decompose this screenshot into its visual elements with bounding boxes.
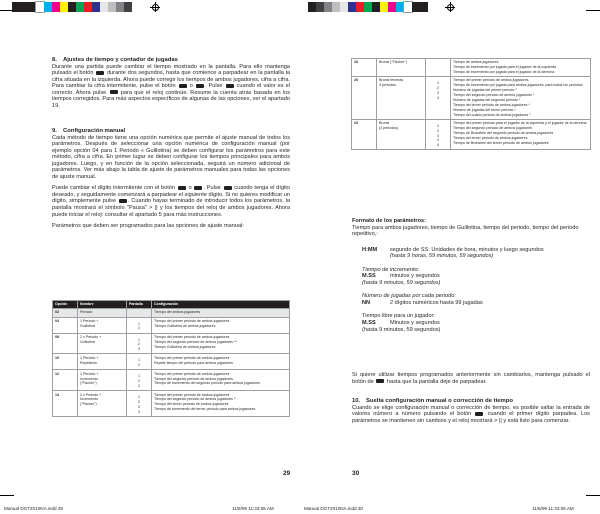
format-subtitle: Tiempo libre para un jugador: (362, 313, 435, 320)
color-swatch (372, 2, 380, 12)
name-cell (78, 309, 127, 317)
cell-line: ("Fischer") (80, 402, 97, 407)
cell-line: 1 (138, 321, 140, 326)
cell-line: Tiempo del primer periodo para el jugador de la izquierda y el jugador de la derecha (453, 120, 587, 125)
color-swatch (420, 2, 428, 12)
paragraph: Cada método de tiempo tiene una opción numérica que permite el ajuste manual de todos los parámetros. Después de seleccionar una opción numérica de configuración manual (por ejemplo opción 04 para 1 Periodo « Guillotina) se deben configurar los parámetros para este método, cifra a cifra. En primer lugar se deben configurar los tiempos principales para ambos jugadores. Luego, y en función de la opción seleccionada, seguirá un número adicional de parámetros. Ver más abajo la tabla de ajuste de parámetros manuales para todas las opciones de ajuste manual. (52, 134, 290, 180)
cell-line: Tiempo de incremento por jugada para el jugador de la izquierda (453, 65, 556, 70)
option-cell: 10 (53, 354, 78, 370)
option-cell: 12 (53, 370, 78, 391)
section-number: 9. (52, 128, 57, 134)
clock-button-icon (119, 199, 127, 203)
table-row (53, 309, 290, 317)
play-button-icon (475, 412, 483, 416)
color-swatch (340, 2, 348, 12)
cell-line: 4 periodos (379, 83, 396, 88)
configuration-cell (152, 317, 290, 333)
cell-line: Tiempo del tercer periodo de ambos jugadores * (453, 102, 530, 107)
option-cell: 23 (352, 119, 377, 150)
cell-line: 4 (437, 143, 439, 148)
screen-cell (426, 119, 451, 150)
cell-line: Tiempo de incremento del tercer periodo para ambos jugadores (154, 407, 256, 412)
cell-line: Tiempo de Bronstein del tercer periodo de ambos jugadores (453, 140, 549, 145)
color-swatch (108, 2, 116, 12)
cell-line: Tiempo Guillotina de ambos jugadores (154, 323, 216, 328)
color-swatch (60, 2, 68, 12)
format-desc: segundo de SS: Unidades de hora, minutos y luego segundos (390, 246, 544, 253)
name-cell (78, 354, 127, 370)
table-header-row (53, 301, 290, 309)
color-bar-left (12, 2, 132, 12)
clock-button-icon (96, 71, 104, 75)
cell-line: 1 (138, 395, 140, 400)
clock-button-icon (376, 379, 384, 383)
cell-line: 2 (138, 342, 140, 347)
format-code: M.SS (362, 273, 376, 280)
color-swatch (356, 2, 364, 12)
cell-line: Incremento (80, 397, 98, 402)
color-swatch (332, 2, 340, 12)
cell-line: 3 (437, 90, 439, 95)
parameters-table-continued (351, 58, 591, 150)
color-swatch (92, 2, 100, 12)
name-cell (78, 391, 127, 417)
configuration-cell (152, 333, 290, 354)
cell-line: Bronsi terceras (379, 78, 404, 83)
cell-line: Bronsi (379, 120, 390, 125)
column-header: Opción (53, 301, 78, 309)
cell-line: 2 (138, 384, 140, 389)
format-code: NN (362, 299, 371, 306)
configuration-cell (451, 119, 591, 150)
table-row (53, 333, 290, 354)
configuration-cell (451, 59, 591, 77)
configuration-cell (152, 370, 290, 391)
cell-line: 2 (437, 86, 439, 90)
option-cell: 20 (352, 77, 377, 120)
format-example: (hasta 9 horas, 59 minutos, 59 segundos) (390, 253, 494, 260)
format-subtitle: Número de jugadas por cada periodo: (362, 293, 456, 300)
color-swatch (76, 2, 84, 12)
cell-line: 3 (138, 347, 140, 352)
cell-line: 4 (437, 95, 439, 100)
color-swatch (308, 2, 316, 12)
column-header: Pantalla (127, 301, 152, 309)
cell-line: Tiempo de Bronstein del segundo periodo de ambos jugadores (453, 130, 554, 135)
color-bar-right (308, 2, 428, 12)
cell-line: Guillotina (80, 323, 95, 328)
name-cell (78, 317, 127, 333)
section-body: Durante una partida puede cambiar el tiempo mostrado en la pantalla. Para ello mantenga pulsado el botón durante dos segundos, hasta que comience a parpadear en la pantalla la cifra situada en la izquierda. Ahora puede corregir los tiempos de ambos jugadores, cifra a cifra. Para cambiar la cifra intermitente, pulse el botón o . Pulse cuando el valor es el correcto. Ahora pulse para que el reloj continúe. Resume la cuenta atrás basada en los tiempos corregidos. Para más aspectos específicos de algunas de las opciones, ver el apartado 19. (52, 63, 290, 109)
cell-line: Tiempo del primer periodo de ambos jugadores (154, 355, 230, 360)
color-swatch (404, 2, 412, 12)
page-number: 30 (352, 470, 360, 477)
paragraph: Parámetros que deben ser programados para las opciones de ajuste manual: (52, 223, 244, 230)
file-timestamp: 11/6/09 11:33:05 AM (532, 506, 574, 511)
page-number: 29 (283, 470, 291, 477)
cell-line: Incremento (80, 376, 98, 381)
table-row (352, 119, 591, 150)
color-swatch (124, 2, 132, 12)
cell-line: 2 (138, 363, 140, 368)
formats-intro: Tiempo para ambos jugadores, tiempo de Guillotina, tiempo del periodo, tiempo del periodo repetitivo,: (352, 224, 579, 238)
cell-line: 1 Periodo + (80, 355, 99, 360)
configuration-cell (152, 354, 290, 370)
section-body: Cuando se elige configuración manual o corrección de tiempo, es posible saltar la entrada de valores número a número pulsando el botón cuando el primer dígito parpadea. Los parámetros se mantienen sin cambios y el reloj mostrará > || y está listo para comenzar. (352, 404, 590, 424)
cell-line: Tiempo del segundo periodo de ambos jugadores * (453, 93, 535, 97)
formats-title: Formato de los parámetros: (352, 218, 426, 224)
format-subtitle: Tiempo de incremento: (362, 266, 420, 273)
cell-line: Tiempo de ambos jugadores (453, 60, 499, 65)
right-page (300, 0, 600, 514)
color-swatch (36, 2, 44, 12)
clock-button-icon (224, 186, 232, 190)
cell-line: Tiempo del primer periodo de ambos jugadores (453, 78, 529, 83)
color-swatch (68, 2, 76, 12)
cell-line: 3 (138, 405, 140, 410)
table-row (352, 77, 591, 120)
table-row (53, 317, 290, 333)
file-slug: Manual DGT2010NA.indd 30 (304, 506, 363, 511)
screen-cell (127, 391, 152, 417)
name-cell (377, 119, 426, 150)
cell-line: Tiempo del segundo periodo de ambos jugadores (154, 376, 233, 381)
section-title: Suelta configuración manual o corrección de tiempo (366, 398, 513, 404)
cell-line: 2 (437, 128, 439, 133)
cell-line: 2 x Periodo + (80, 392, 102, 397)
option-cell: 16 (352, 59, 377, 77)
cell-line: 3 (437, 133, 439, 138)
registration-mark-right (445, 2, 455, 12)
trim-mark (586, 495, 600, 496)
format-desc: Minutos y segundos (390, 320, 440, 327)
cell-line: 2 (138, 400, 140, 405)
reuse-times-note: Si quiere utilizar tiempos programados anteriormente sin cambiarlos, mantenga pulsado el botón de hasta que la pantalla deje de parpadear. (352, 372, 590, 385)
format-desc: 2 dígitos numéricos hasta 99 jugadas (390, 299, 483, 306)
paragraph: Puede cambiar el dígito intermitente con el botón o . Pulse cuando tenga el dígito deseado, y seguidamente comenzará a parpadear el siguiente dígito. Si no quieres modificar un dígito, simplemente pulse . Cuando hayas terminado de introducir todos los parámetros, la pantalla mostrará el símbolo "Pausa" > || y los tiempos del reloj de ambos jugadores. Ahora puede iniciar el reloj: consultar el apartado 5 para más instrucciones. (52, 185, 290, 218)
column-header: Nombre (78, 301, 127, 309)
section-title: Configuración manual (63, 128, 126, 134)
registration-mark-left (150, 2, 160, 12)
color-swatch (100, 2, 108, 12)
play-button-icon (110, 90, 118, 94)
color-swatch (388, 2, 396, 12)
name-cell (78, 333, 127, 354)
configuration-cell (152, 391, 290, 417)
cell-line: Tiempo de incremento por jugada para el jugador de la derecha (453, 70, 555, 74)
cell-line: Número de jugadas del tercer periodo * (453, 107, 516, 112)
screen-cell (426, 77, 451, 120)
cell-line: Tiempo del ambos jugadores (154, 310, 201, 315)
screen-cell (127, 309, 152, 317)
color-swatch (116, 2, 124, 12)
table-row (53, 354, 290, 370)
screen-cell (127, 317, 152, 333)
screen-cell (127, 354, 152, 370)
section-number: 10. (352, 398, 361, 404)
trim-mark (0, 495, 14, 496)
section-title: Ajustes de tiempo y contador de jugadas (63, 57, 178, 63)
cell-line: Repetir tiempo del periodo para ambos jugadores (154, 360, 233, 365)
option-cell: 08 (53, 333, 78, 354)
cell-line: Tiempo de incremento del segundo periodo para ambos jugadores (154, 381, 260, 386)
format-example: (hasta 9 minutos, 59 segundos) (362, 279, 441, 286)
cell-line: Guillotina (80, 339, 95, 344)
cell-line: Tiempo Guillotina de ambos jugadores (154, 344, 216, 349)
format-code: H:MM (362, 246, 378, 253)
table-row (352, 59, 591, 77)
cell-line: Tiempo del cuarto periodo de ambos jugadores * (453, 112, 531, 117)
name-cell (377, 59, 426, 77)
cell-line: Tiempo del primer periodo de ambos jugadores (154, 371, 230, 376)
section-10 (352, 398, 590, 424)
cell-line: Tiempo del tercer periodo de ambos jugadores (453, 135, 528, 140)
cell-line: 1 (437, 81, 439, 86)
cell-line: 1 (138, 374, 140, 379)
configuration-cell (451, 77, 591, 120)
cell-line: Tiempo del primer periodo de ambos jugadores (154, 318, 230, 323)
plus-button-icon (196, 84, 204, 88)
cell-line: Tiempo del segundo periodo de ambos jugadores ** (154, 339, 237, 344)
file-slug: Manual DGT2010NA.indd 29 (4, 506, 63, 511)
parameter-formats (352, 218, 590, 333)
cell-line: 3 (437, 138, 439, 143)
cell-line: Bronsi ("Fischer") (379, 60, 407, 65)
cell-line: (3 periodos) (379, 125, 399, 130)
cell-line: Tiempo del segundo periodo de ambos jugadores (453, 125, 532, 130)
screen-cell (127, 333, 152, 354)
screen-cell (127, 370, 152, 391)
color-swatch (380, 2, 388, 12)
cell-line: Tiempo del primer periodo de ambos jugadores (154, 392, 230, 397)
trim-mark (586, 10, 600, 11)
color-swatch (52, 2, 60, 12)
cell-line: ("Fischer") (80, 381, 97, 386)
cell-line: Número de jugadas del segundo periodo * (453, 97, 521, 102)
color-swatch (316, 2, 324, 12)
cell-line: 2 (138, 379, 140, 384)
color-swatch (324, 2, 332, 12)
option-cell: 02 (53, 309, 78, 317)
cell-line: Repetición (80, 360, 97, 365)
trim-mark (0, 10, 14, 11)
clock-button-icon (226, 84, 234, 88)
cell-line: 1 (138, 358, 140, 363)
cell-line: Tiempo de incremento por jugada para ambos jugadores, para todos los periodos (453, 83, 583, 88)
format-code: M.SS (362, 320, 376, 327)
color-swatch (412, 2, 420, 12)
cell-line: Tiempo del tercer periodo de ambos jugadores (154, 402, 229, 407)
section-number: 8. (52, 57, 57, 63)
color-swatch (20, 2, 28, 12)
plus-button-icon (194, 186, 202, 190)
minus-button-icon (179, 84, 187, 88)
configuration-cell (152, 309, 290, 317)
cell-line: Tiempo del primer periodo de ambos jugadores (154, 334, 230, 339)
color-swatch (28, 2, 36, 12)
cell-line: 2 (138, 326, 140, 331)
screen-cell (426, 59, 451, 77)
section-9 (52, 128, 290, 235)
option-cell: 04 (53, 317, 78, 333)
option-cell: 14 (53, 391, 78, 417)
cell-line: 2 x Periodo + (80, 334, 102, 339)
cell-line: 1 Periodo + (80, 318, 99, 323)
name-cell (78, 370, 127, 391)
minus-button-icon (178, 186, 186, 190)
format-desc: minutos y segundos (390, 273, 440, 280)
color-swatch (44, 2, 52, 12)
section-8 (52, 57, 290, 109)
parameters-table (52, 300, 290, 417)
format-example: (hasta 9 minutos, 59 segundos) (362, 326, 441, 333)
column-header: Configuración (152, 301, 290, 309)
table-row (53, 391, 290, 417)
table-row (53, 370, 290, 391)
cell-line: Tiempo del segundo periodo de ambos jugadores * (154, 397, 236, 402)
color-swatch (364, 2, 372, 12)
color-swatch (396, 2, 404, 12)
color-swatch (84, 2, 92, 12)
color-swatch (348, 2, 356, 12)
cell-line: 3 (138, 410, 140, 415)
cell-line: 1 (138, 337, 140, 342)
cell-line: Número de jugadas del primer periodo * (453, 88, 517, 93)
cell-line: 1 Periodo + (80, 371, 99, 376)
name-cell (377, 77, 426, 120)
cell-line: 1 (437, 123, 439, 128)
file-timestamp: 11/6/09 11:33:05 AM (232, 506, 274, 511)
cell-line: Periodo (80, 310, 93, 315)
